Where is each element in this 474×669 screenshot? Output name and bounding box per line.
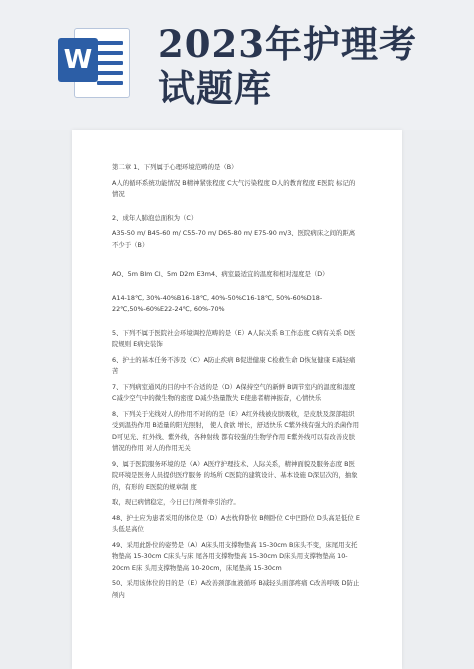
case-text: 取，现已病情稳定，今日已行颅骨牵引治疗。	[112, 498, 240, 506]
question-6: 6、护士的基本任务不涉及（C）A防止疾病 B促进健康 C检救生命 D恢复健康 E减轻痛苦	[112, 355, 356, 375]
question-49: 49、采用此卧位的姿势是（A）A床头用支撑物垫高 15-30cm B床头不变，床尾用支托物垫高 15-30cm C床头与床 尾各用支撑物垫高 15-30cm D床头用支撑物垫高 10-20cm E床 头用支撑物垫高 10-20cm，床尾垫高 15-30cm	[112, 540, 358, 572]
title-line-2: 试题库	[158, 66, 272, 110]
word-document-icon	[58, 26, 130, 98]
question-7: 7、下列病室通风的目的中不合适的是（D）A保持空气的新鲜 B调节室内的温度和湿度 C减少空气中的微生物的密度 D减少热量散失 E使患者精神振奋，心情快乐	[112, 382, 356, 402]
header	[0, 0, 474, 130]
word-badge: W	[58, 38, 98, 82]
document-page	[72, 130, 402, 669]
page-title	[158, 22, 458, 110]
question-5: 5、下列不属于医院社会环境调控范畴的是（E）A人际关系 B工作态度 C病有关系 D医院规则 E病史装饰	[112, 328, 356, 348]
question-1: 第二章 1、下列属于心理环境范畴的是（B）	[112, 163, 238, 171]
question-9: 9、属于医院服务环境的是（A）A医疗护理技术、人际关系，精神面貌及服务态度 B医院环境是医务人员提供医疗服务 的场所 C医院的建筑设计、基本设施 D深层次的，抽象的，有形的 E医院的规章制 度	[112, 459, 358, 491]
question-2-options: A35-50 m/ B45-60 m/ C55-70 m/ D65-80 m/ E75-90 m/3、医院病床之间的距离不少于（B）	[112, 229, 356, 249]
question-48: 48、护士应为患者采用的体位是（D）A去枕仰卧位 B侧卧位 C中凹卧位 D头高足低位 E头低足高位	[112, 513, 360, 533]
title-line-1: 2023年护理考	[158, 22, 417, 66]
question-2: 2、成年人肺泡总面积为（C）	[112, 213, 198, 222]
document-content	[112, 162, 360, 605]
question-3-options: AO、5m Blm Cl、5m D2m E3m4、病室最适宜的温度和相对湿度是（D）	[112, 270, 329, 278]
question-50: 50、采用该体位的目的是（E）A改善颈部血液循环 B减轻头面部疼痛 C改善呼吸 D防止颅内	[112, 579, 360, 599]
question-1-options: A人的循环系统功能情况 B精神紧张程度 C大气污染程度 D人的教育程度 E医院 标记的情况	[112, 178, 356, 198]
question-4-options: A14-18℃, 30%-40%B16-18℃, 40%-50%C16-18℃, 50%-60%D18-22℃,50%-60%E22-24℃, 60%-70%	[112, 293, 323, 313]
question-8: 8、下列关于光线对人的作用不对的的是（E）A红外线被皮肤吸收，是皮肤及深部组织受到温热作用 B适量的阳光照射， 使人食欲 增长，舒适快乐 C紫外线有强大的杀菌作用 D可见光、红外线、紫外线，各种射线 都有较强的生物学作用 E紫外线可以有改善皮肤情况的作用 对人的作用无关	[112, 409, 360, 452]
